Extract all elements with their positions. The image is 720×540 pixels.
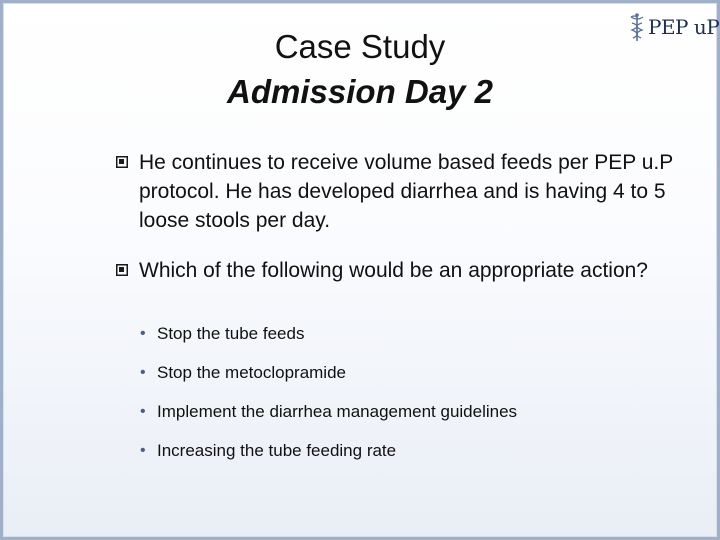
- square-bullet-icon: [116, 156, 128, 168]
- bullet-item: [116, 256, 676, 285]
- bullet-text: He continues to receive volume based feeds per PEP u.P protocol. He has developed diarrhea and is having 4 to 5 loose stools per day.: [139, 151, 673, 232]
- caduceus-icon: [628, 12, 646, 42]
- title-line-2: Admission Day 2: [227, 73, 493, 110]
- option-item: [140, 400, 680, 439]
- answer-options: [140, 322, 680, 478]
- bullet-list: [116, 148, 676, 306]
- slide-title: [110, 24, 610, 114]
- logo-text: PEP uP: [648, 15, 720, 39]
- option-text: Stop the tube feeds: [157, 324, 305, 343]
- bullet-text: Which of the following would be an appropriate action?: [139, 259, 648, 282]
- option-text: Increasing the tube feeding rate: [157, 441, 397, 460]
- dot-bullet-icon: •: [140, 442, 146, 459]
- option-text: Stop the metoclopramide: [157, 363, 346, 382]
- pepup-logo: [628, 10, 719, 44]
- square-bullet-icon: [116, 264, 128, 276]
- option-item: [140, 439, 680, 478]
- dot-bullet-icon: •: [140, 403, 146, 420]
- dot-bullet-icon: •: [140, 325, 146, 342]
- dot-bullet-icon: •: [140, 364, 146, 381]
- option-text: Implement the diarrhea management guidelines: [157, 402, 518, 421]
- bullet-item: [116, 148, 676, 235]
- option-item: [140, 361, 680, 400]
- title-line-1: Case Study: [274, 28, 446, 65]
- option-item: [140, 322, 680, 361]
